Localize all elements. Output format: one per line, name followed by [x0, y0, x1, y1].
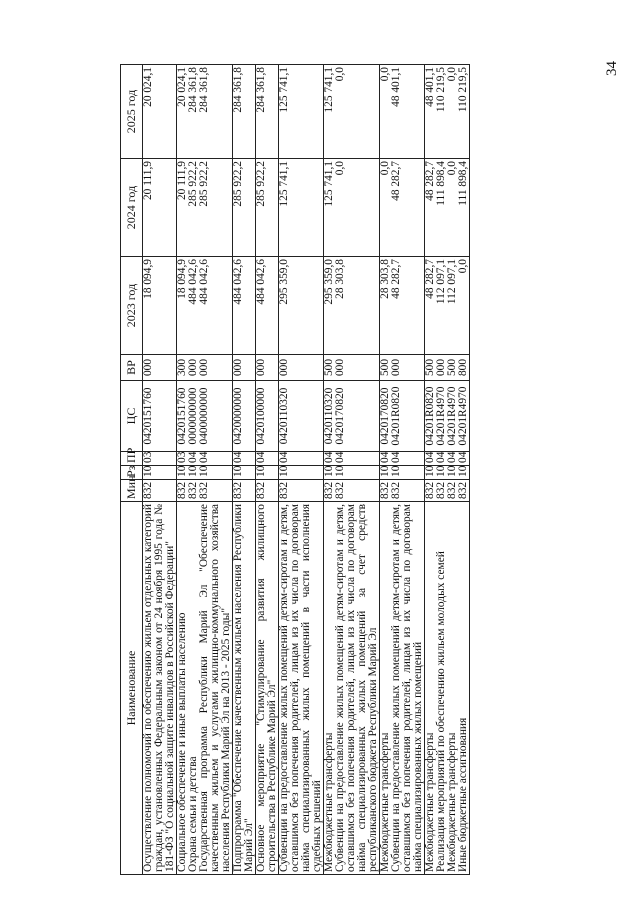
table-row — [425, 65, 470, 875]
value-y2023: 0,0 — [457, 259, 469, 274]
row-name-cell — [425, 502, 470, 875]
value-pr: 04 — [379, 451, 391, 463]
value-vr: 000 — [142, 358, 154, 377]
value-min: 832 — [457, 481, 469, 499]
cell-y2024 — [380, 159, 425, 257]
row-name: Межбюджетные трансферты — [424, 732, 436, 872]
cell-cs — [425, 381, 470, 452]
cell-pr — [177, 452, 233, 466]
cell-vr — [279, 355, 324, 381]
row-name-cell — [279, 502, 324, 875]
cell-rz — [143, 466, 177, 480]
value-min: 832 — [379, 481, 391, 499]
cell-vr — [324, 355, 380, 381]
value-rz: 10 — [446, 465, 458, 477]
cell-min — [425, 480, 470, 502]
value-cs: 0420151760 — [176, 387, 188, 445]
row-name: Основное мероприятие "Стимулирование развития жилищного строительства в Республике Марий Эл" — [255, 504, 278, 872]
header-vr: ВР — [121, 355, 143, 381]
value-y2023: 484 042,6 — [198, 259, 210, 305]
value-pr: 04 — [424, 451, 436, 463]
cell-rz — [324, 466, 380, 480]
value-min: 832 — [176, 481, 188, 499]
value-pr: 04 — [187, 451, 199, 463]
cell-y2023 — [233, 257, 256, 355]
table-body — [143, 65, 470, 875]
value-y2023: 48 282,7 — [424, 259, 436, 299]
header-name: Наименование — [121, 502, 143, 875]
value-cs: 04201R4970 — [457, 386, 469, 446]
value-cs: 04201R0820 — [390, 386, 402, 446]
value-y2024: 20 111,9 — [142, 161, 154, 201]
value-rz: 10 — [435, 465, 447, 477]
value-y2023: 484 042,6 — [232, 259, 244, 305]
value-pr: 04 — [457, 451, 469, 463]
cell-y2023 — [256, 257, 279, 355]
cell-min — [380, 480, 425, 502]
value-rz: 10 — [457, 465, 469, 477]
value-min: 832 — [323, 481, 335, 499]
cell-cs — [380, 381, 425, 452]
value-pr: 03 — [142, 451, 154, 463]
cell-y2023 — [279, 257, 324, 355]
cell-y2024 — [425, 159, 470, 257]
cell-vr — [143, 355, 177, 381]
value-y2023: 18 094,9 — [176, 259, 188, 299]
row-name-cell — [380, 502, 425, 875]
value-min: 832 — [390, 481, 402, 499]
cell-y2024 — [233, 159, 256, 257]
cell-min — [177, 480, 233, 502]
cell-y2025 — [324, 65, 380, 159]
cell-min — [279, 480, 324, 502]
value-min: 832 — [187, 481, 199, 499]
row-name-cell — [256, 502, 279, 875]
value-y2023: 28 303,8 — [379, 259, 391, 299]
value-y2023: 484 042,6 — [255, 259, 267, 305]
value-cs: 0400000000 — [198, 387, 210, 445]
header-2025: 2025 год — [121, 65, 143, 159]
value-y2023: 112 097,1 — [446, 259, 458, 305]
cell-rz — [279, 466, 324, 480]
table-row — [380, 65, 425, 875]
cell-min — [233, 480, 256, 502]
header-pr: ПР — [121, 452, 143, 466]
row-name-cell — [143, 502, 177, 875]
value-y2024: 285 922,2 — [255, 161, 267, 207]
cell-y2023 — [425, 257, 470, 355]
value-vr: 000 — [187, 358, 199, 377]
header-2023: 2023 год — [121, 257, 143, 355]
value-pr: 04 — [232, 451, 244, 463]
value-y2025: 20 024,1 — [176, 67, 188, 107]
cell-vr — [425, 355, 470, 381]
value-vr: 000 — [198, 358, 210, 377]
cell-pr — [279, 452, 324, 466]
cell-cs — [324, 381, 380, 452]
value-y2025: 0,0 — [446, 67, 458, 82]
value-pr: 04 — [323, 451, 335, 463]
value-min: 832 — [278, 481, 290, 499]
table-row — [279, 65, 324, 875]
cell-cs — [143, 381, 177, 452]
row-name: Реализация мероприятий по обеспечению жильем молодых семей — [435, 551, 447, 872]
value-cs: 0420170820 — [334, 387, 346, 445]
header-2024: 2024 год — [121, 159, 143, 257]
row-name: Охрана семьи и детства — [187, 756, 199, 872]
value-pr: 04 — [278, 451, 290, 463]
value-y2025: 48 401,1 — [390, 67, 402, 107]
cell-pr — [143, 452, 177, 466]
cell-y2024 — [177, 159, 233, 257]
value-cs: 0420100000 — [255, 387, 267, 445]
cell-y2025 — [256, 65, 279, 159]
value-pr: 04 — [198, 451, 210, 463]
value-y2025: 110 219,5 — [457, 67, 469, 113]
value-cs: 0000000000 — [187, 387, 199, 445]
header-rz: Рз — [121, 466, 143, 480]
value-y2024: 0,0 — [379, 161, 391, 176]
value-y2025: 110 219,5 — [435, 67, 447, 113]
cell-vr — [233, 355, 256, 381]
value-min: 832 — [198, 481, 210, 499]
cell-pr — [256, 452, 279, 466]
row-name: Межбюджетные трансферты — [379, 732, 391, 872]
value-min: 832 — [232, 481, 244, 499]
cell-min — [256, 480, 279, 502]
cell-vr — [380, 355, 425, 381]
cell-pr — [233, 452, 256, 466]
value-y2024: 125 741,1 — [278, 161, 290, 207]
value-cs: 0420170820 — [379, 387, 391, 445]
cell-pr — [380, 452, 425, 466]
value-min: 832 — [334, 481, 346, 499]
cell-y2023 — [324, 257, 380, 355]
table-row — [233, 65, 256, 875]
value-y2025: 20 024,1 — [142, 67, 154, 107]
table-row — [324, 65, 380, 875]
cell-min — [143, 480, 177, 502]
value-y2024: 0,0 — [334, 161, 346, 176]
cell-y2024 — [143, 159, 177, 257]
value-y2025: 125 741,1 — [323, 67, 335, 113]
cell-pr — [324, 452, 380, 466]
value-rz: 10 — [390, 465, 402, 477]
cell-rz — [177, 466, 233, 480]
value-pr: 03 — [176, 451, 188, 463]
value-y2025: 284 361,8 — [232, 67, 244, 113]
cell-y2024 — [256, 159, 279, 257]
value-y2025: 284 361,8 — [255, 67, 267, 113]
value-vr: 000 — [232, 358, 244, 377]
cell-y2024 — [324, 159, 380, 257]
cell-y2023 — [143, 257, 177, 355]
value-vr: 500 — [424, 358, 436, 377]
value-y2024: 48 282,7 — [424, 161, 436, 201]
value-rz: 10 — [379, 465, 391, 477]
value-y2023: 484 042,6 — [187, 259, 199, 305]
value-y2025: 48 401,1 — [424, 67, 436, 107]
cell-y2025 — [425, 65, 470, 159]
value-y2024: 285 922,2 — [187, 161, 199, 207]
cell-y2023 — [380, 257, 425, 355]
row-name: Иные бюджетные ассигнования — [457, 717, 469, 872]
value-y2025: 284 361,8 — [198, 67, 210, 113]
value-min: 832 — [142, 481, 154, 499]
value-pr: 04 — [446, 451, 458, 463]
value-pr: 04 — [435, 451, 447, 463]
value-vr: 000 — [334, 358, 346, 377]
cell-vr — [256, 355, 279, 381]
value-min: 832 — [424, 481, 436, 499]
cell-rz — [256, 466, 279, 480]
value-pr: 04 — [334, 451, 346, 463]
value-y2023: 112 097,1 — [435, 259, 447, 305]
value-cs: 04201R4970 — [446, 386, 458, 446]
row-name: Субвенции на предоставление жилых помещений детям-сиротам и детям, оставшимся без попечения родителей, лицам из их числа по договорам найма специализированных жилых помещений в части исполнения судебных решений — [278, 504, 323, 872]
value-vr: 000 — [278, 358, 290, 377]
cell-vr — [177, 355, 233, 381]
cell-y2025 — [233, 65, 256, 159]
value-rz: 10 — [255, 465, 267, 477]
table-row — [256, 65, 279, 875]
row-name: Социальное обеспечение и иные выплаты населению — [176, 612, 188, 872]
cell-min — [324, 480, 380, 502]
cell-cs — [233, 381, 256, 452]
value-y2023: 295 359,0 — [278, 259, 290, 305]
value-cs: 0420151760 — [142, 387, 154, 445]
value-vr: 500 — [379, 358, 391, 377]
cell-rz — [233, 466, 256, 480]
value-y2024: 285 922,2 — [232, 161, 244, 207]
value-vr: 500 — [446, 358, 458, 377]
table-row — [143, 65, 177, 875]
row-name: Осуществление полномочий по обеспечению жильем отдельных категорий граждан, установленных Федеральным законом от 24 ноября 1995 года № 181-ФЗ "О социальной защите инвалидов в Российской Федерации" — [142, 504, 176, 872]
value-pr: 04 — [390, 451, 402, 463]
value-y2025: 125 741,1 — [278, 67, 290, 113]
page-number: 34 — [604, 61, 620, 76]
row-name-cell — [324, 502, 380, 875]
value-rz: 10 — [176, 465, 188, 477]
cell-cs — [256, 381, 279, 452]
value-y2024: 111 898,4 — [457, 161, 469, 206]
value-y2025: 284 361,8 — [187, 67, 199, 113]
value-rz: 10 — [187, 465, 199, 477]
value-y2024: 20 111,9 — [176, 161, 188, 201]
value-rz: 10 — [424, 465, 436, 477]
value-y2024: 48 282,7 — [390, 161, 402, 201]
row-name-cell — [233, 502, 256, 875]
value-cs: 0420000000 — [232, 387, 244, 445]
row-name-cell — [177, 502, 233, 875]
cell-cs — [177, 381, 233, 452]
value-cs: 04201R0820 — [424, 386, 436, 446]
cell-pr — [425, 452, 470, 466]
value-vr: 500 — [323, 358, 335, 377]
value-rz: 10 — [142, 465, 154, 477]
value-y2023: 48 282,7 — [390, 259, 402, 299]
row-name: Субвенции на предоставление жилых помещений детям-сиротам и детям, оставшимся без попечения родителей, лицам из их числа по договорам найма специализированных жилых помещений за счет средств республиканского бюджета Республики Марий Эл — [334, 504, 379, 872]
value-rz: 10 — [334, 465, 346, 477]
value-vr: 000 — [390, 358, 402, 377]
value-vr: 300 — [176, 358, 188, 377]
value-y2025: 0,0 — [334, 67, 346, 82]
value-cs: 04201R4970 — [435, 386, 447, 446]
value-y2024: 285 922,2 — [198, 161, 210, 207]
value-y2023: 295 359,0 — [323, 259, 335, 305]
value-y2025: 0,0 — [379, 67, 391, 82]
cell-y2025 — [380, 65, 425, 159]
value-y2024: 125 741,1 — [323, 161, 335, 207]
value-cs: 0420110320 — [278, 387, 290, 445]
value-vr: 000 — [255, 358, 267, 377]
budget-table-rotated — [120, 65, 547, 875]
table-header-row — [121, 65, 143, 875]
value-min: 832 — [446, 481, 458, 499]
cell-rz — [380, 466, 425, 480]
value-rz: 10 — [323, 465, 335, 477]
budget-table — [120, 64, 470, 875]
value-pr: 04 — [255, 451, 267, 463]
value-rz: 10 — [198, 465, 210, 477]
cell-y2025 — [143, 65, 177, 159]
value-min: 832 — [255, 481, 267, 499]
value-vr: 800 — [457, 358, 469, 377]
cell-y2025 — [279, 65, 324, 159]
row-name: Подпрограмма "Обеспечение качественным жильем населения Республики Марий Эл" — [232, 504, 255, 872]
value-y2023: 18 094,9 — [142, 259, 154, 299]
row-name: Субвенции на предоставление жилых помещений детям-сиротам и детям, оставшимся без попечения родителей, лицам из их числа по договорам найма специализированных жилых помещений — [390, 504, 424, 872]
row-name: Межбюджетные трансферты — [446, 732, 458, 872]
value-rz: 10 — [278, 465, 290, 477]
table-row — [177, 65, 233, 875]
cell-y2025 — [177, 65, 233, 159]
value-y2024: 0,0 — [446, 161, 458, 176]
cell-cs — [279, 381, 324, 452]
cell-rz — [425, 466, 470, 480]
value-rz: 10 — [232, 465, 244, 477]
cell-y2024 — [279, 159, 324, 257]
header-min: Мин — [121, 480, 143, 502]
value-vr: 000 — [435, 358, 447, 377]
value-y2023: 28 303,8 — [334, 259, 346, 299]
value-cs: 0420110320 — [323, 387, 335, 445]
cell-y2023 — [177, 257, 233, 355]
row-name: Государственная программа Республики Марий Эл "Обеспечение качественным жильем и услугами жилищно-коммунального хозяйства населения Республики Марий Эл на 2013 - 2025 годы" — [198, 504, 232, 872]
header-cs: ЦС — [121, 381, 143, 452]
value-y2024: 111 898,4 — [435, 161, 447, 206]
value-min: 832 — [435, 481, 447, 499]
row-name: Межбюджетные трансферты — [323, 732, 335, 872]
